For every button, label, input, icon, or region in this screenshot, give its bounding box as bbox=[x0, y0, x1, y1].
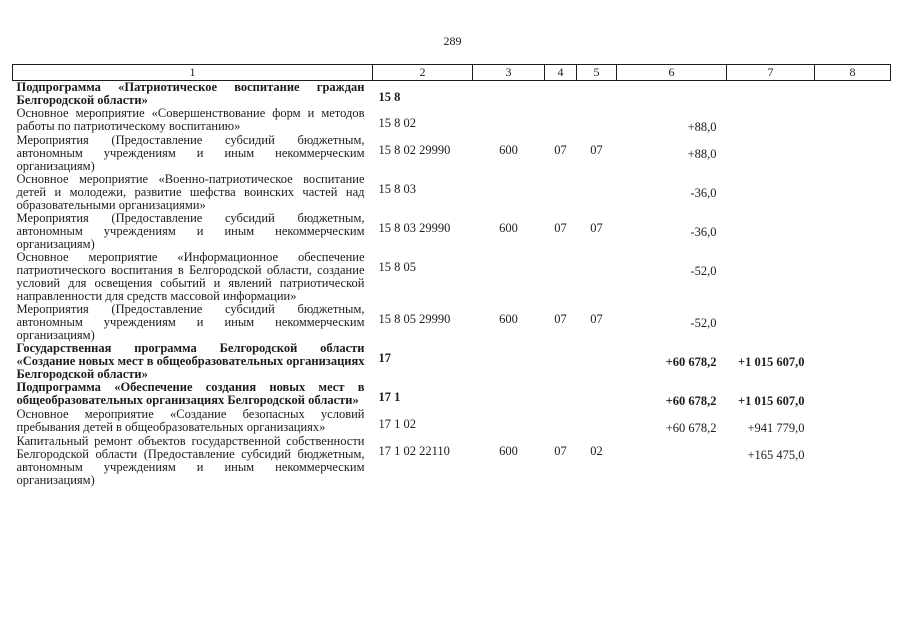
row-col3 bbox=[473, 251, 545, 303]
row-col3: 600 bbox=[499, 312, 518, 326]
row-col8 bbox=[815, 251, 891, 303]
table-row bbox=[13, 251, 891, 303]
row-col5 bbox=[577, 381, 617, 408]
row-col5 bbox=[577, 107, 617, 134]
row-col8 bbox=[815, 342, 891, 381]
row-description: Мероприятия (Предоставление субсидий бюджетным, автономным учреждениям и иным некоммерческим организациям) bbox=[16, 302, 365, 342]
row-col5: 02 bbox=[590, 444, 603, 458]
row-col3 bbox=[473, 107, 545, 134]
row-amount-col6: -52,0 bbox=[690, 316, 717, 330]
row-col8 bbox=[815, 107, 891, 134]
table-row bbox=[13, 342, 891, 381]
row-col3 bbox=[473, 408, 545, 435]
row-amount-col7 bbox=[727, 107, 815, 134]
row-amount-col7 bbox=[727, 251, 815, 303]
row-code: 17 bbox=[378, 351, 391, 365]
row-col8 bbox=[815, 173, 891, 212]
row-col3 bbox=[473, 342, 545, 381]
row-code: 17 1 bbox=[378, 390, 401, 404]
row-code: 15 8 05 bbox=[378, 260, 416, 274]
row-amount-col7 bbox=[727, 212, 815, 251]
column-header-2: 2 bbox=[373, 65, 473, 81]
row-col4: 07 bbox=[554, 143, 567, 157]
row-col4 bbox=[545, 81, 577, 108]
row-col4: 07 bbox=[554, 221, 567, 235]
budget-table bbox=[12, 64, 891, 487]
row-col4 bbox=[545, 107, 577, 134]
row-amount-col6 bbox=[617, 435, 727, 487]
row-col5 bbox=[577, 251, 617, 303]
row-code: 17 1 02 bbox=[378, 417, 416, 431]
column-header-4: 4 bbox=[545, 65, 577, 81]
table-row bbox=[13, 134, 891, 173]
row-col3: 600 bbox=[499, 444, 518, 458]
row-amount-col6: +60 678,2 bbox=[665, 394, 717, 408]
row-col8 bbox=[815, 381, 891, 408]
row-code: 15 8 03 bbox=[378, 182, 416, 196]
table-row bbox=[13, 173, 891, 212]
row-col3: 600 bbox=[499, 221, 518, 235]
row-amount-col7 bbox=[727, 134, 815, 173]
row-amount-col6 bbox=[617, 81, 727, 108]
row-col4: 07 bbox=[554, 444, 567, 458]
row-description: Государственная программа Белгородской области «Создание новых мест в общеобразовательных организациях Белгородской области» bbox=[16, 341, 365, 381]
row-amount-col7: +1 015 607,0 bbox=[738, 394, 805, 408]
row-amount-col6: -52,0 bbox=[690, 264, 717, 278]
row-col5 bbox=[577, 173, 617, 212]
row-amount-col7: +941 779,0 bbox=[747, 421, 805, 435]
row-description: Основное мероприятие «Создание безопасных условий пребывания детей в общеобразовательных организациях» bbox=[16, 407, 365, 434]
row-col5 bbox=[577, 81, 617, 108]
table-header-row bbox=[13, 65, 891, 81]
table-row bbox=[13, 381, 891, 408]
row-col8 bbox=[815, 134, 891, 173]
row-col3 bbox=[473, 381, 545, 408]
row-amount-col7 bbox=[727, 303, 815, 342]
row-col8 bbox=[815, 303, 891, 342]
row-col8 bbox=[815, 408, 891, 435]
row-amount-col6: -36,0 bbox=[690, 186, 717, 200]
table-row bbox=[13, 303, 891, 342]
row-amount-col6: +60 678,2 bbox=[665, 355, 717, 369]
row-description: Основное мероприятие «Совершенствование форм и методов работы по патриотическому воспитанию» bbox=[16, 106, 365, 133]
table-row bbox=[13, 408, 891, 435]
column-header-3: 3 bbox=[473, 65, 545, 81]
table-row bbox=[13, 212, 891, 251]
row-amount-col7: +1 015 607,0 bbox=[738, 355, 805, 369]
row-col3 bbox=[473, 173, 545, 212]
row-col5: 07 bbox=[590, 221, 603, 235]
row-col8 bbox=[815, 81, 891, 108]
row-description: Подпрограмма «Обеспечение создания новых мест в общеобразовательных организациях Белгородской области» bbox=[16, 380, 365, 407]
row-col4 bbox=[545, 342, 577, 381]
row-code: 15 8 03 29990 bbox=[378, 221, 451, 235]
row-col4 bbox=[545, 173, 577, 212]
row-col5: 07 bbox=[590, 143, 603, 157]
row-col4 bbox=[545, 408, 577, 435]
row-col5 bbox=[577, 408, 617, 435]
row-description: Мероприятия (Предоставление субсидий бюджетным, автономным учреждениям и иным некоммерческим организациям) bbox=[16, 211, 365, 251]
row-amount-col6: -36,0 bbox=[690, 225, 717, 239]
column-header-5: 5 bbox=[577, 65, 617, 81]
row-description: Мероприятия (Предоставление субсидий бюджетным, автономным учреждениям и иным некоммерческим организациям) bbox=[16, 133, 365, 173]
column-header-1: 1 bbox=[13, 65, 373, 81]
row-col8 bbox=[815, 212, 891, 251]
row-amount-col6: +88,0 bbox=[687, 147, 717, 161]
row-description: Основное мероприятие «Информационное обеспечение патриотического воспитания в Белгородской области, создание условий для освещения событий и явлений патриотической направленности для средств массовой информации» bbox=[16, 250, 365, 303]
row-col4 bbox=[545, 381, 577, 408]
row-col5: 07 bbox=[590, 312, 603, 326]
column-header-7: 7 bbox=[727, 65, 815, 81]
table-row bbox=[13, 81, 891, 108]
row-col3 bbox=[473, 81, 545, 108]
row-code: 17 1 02 22110 bbox=[378, 444, 450, 458]
row-description: Капитальный ремонт объектов государственной собственности Белгородской области (Предоставление субсидий бюджетным, автономным учреждениям и иным некоммерческим организациям) bbox=[16, 434, 365, 487]
row-amount-col7: +165 475,0 bbox=[747, 448, 805, 462]
row-code: 15 8 05 29990 bbox=[378, 312, 451, 326]
row-description: Основное мероприятие «Военно-патриотическое воспитание детей и молодежи, развитие шефства воинских частей над образовательными организациями» bbox=[16, 172, 365, 212]
column-header-8: 8 bbox=[815, 65, 891, 81]
table-row bbox=[13, 107, 891, 134]
row-col4: 07 bbox=[554, 312, 567, 326]
column-header-6: 6 bbox=[617, 65, 727, 81]
row-amount-col7 bbox=[727, 81, 815, 108]
row-col4 bbox=[545, 251, 577, 303]
table-body bbox=[13, 81, 891, 488]
row-col8 bbox=[815, 435, 891, 487]
row-amount-col7 bbox=[727, 173, 815, 212]
row-col5 bbox=[577, 342, 617, 381]
row-description: Подпрограмма «Патриотическое воспитание граждан Белгородской области» bbox=[16, 80, 365, 107]
row-amount-col6: +60 678,2 bbox=[665, 421, 717, 435]
table-row bbox=[13, 435, 891, 487]
row-col3: 600 bbox=[499, 143, 518, 157]
row-code: 15 8 02 29990 bbox=[378, 143, 451, 157]
row-code: 15 8 02 bbox=[378, 116, 416, 130]
row-amount-col6: +88,0 bbox=[687, 120, 717, 134]
row-code: 15 8 bbox=[378, 90, 401, 104]
page-number: 289 bbox=[443, 34, 462, 48]
